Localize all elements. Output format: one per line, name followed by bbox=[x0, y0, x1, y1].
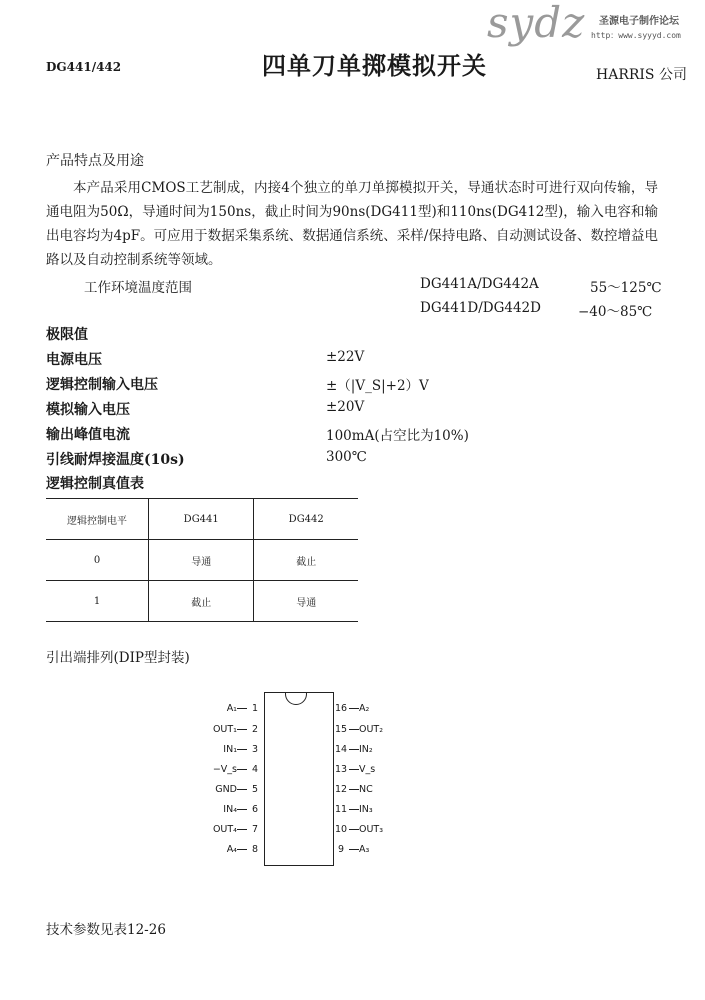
footer-note: 技术参数见表12-26 bbox=[46, 922, 166, 938]
column-header: DG442 bbox=[254, 499, 358, 540]
limit-value-solder: 300℃ bbox=[326, 449, 367, 465]
column-header: 逻辑控制电平 bbox=[46, 499, 149, 540]
watermark-logo: sydz bbox=[487, 0, 586, 47]
watermark bbox=[483, 2, 703, 50]
table-cell: 导通 bbox=[149, 540, 254, 581]
limits-heading: 极限值 bbox=[46, 327, 88, 343]
limit-value-analog: ±20V bbox=[326, 399, 365, 415]
watermark-site-name: 圣源电子制作论坛 bbox=[599, 16, 679, 27]
pin-11: 11 IN₃ bbox=[334, 804, 373, 815]
pin-4: −V_s 4 bbox=[212, 764, 259, 775]
limit-label-analog: 模拟输入电压 bbox=[46, 402, 130, 418]
table-cell: 截止 bbox=[149, 581, 254, 622]
pin-6: IN₄ 6 bbox=[223, 804, 259, 815]
pin-8: A₄ 8 bbox=[226, 844, 259, 855]
temp-model-a: DG441A/DG442A bbox=[420, 276, 539, 292]
pin-3: IN₁ 3 bbox=[223, 744, 259, 755]
limit-value-supply: ±22V bbox=[326, 349, 365, 365]
temp-range-label: 工作环境温度范围 bbox=[84, 280, 192, 296]
limit-label-solder: 引线耐焊接温度(10s) bbox=[46, 452, 185, 468]
pin-16: 16 A₂ bbox=[334, 703, 370, 714]
dip-package-body bbox=[264, 692, 334, 866]
table-cell: 1 bbox=[46, 581, 149, 622]
features-heading: 产品特点及用途 bbox=[46, 153, 144, 169]
features-paragraph: 本产品采用CMOS工艺制成，内接4个独立的单刀单掷模拟开关，导通状态时可进行双向传输，导通电阻为50Ω，导通时间为150ns，截止时间为90ns(DG411型)和110ns(DG412型)，输入电容和输出电容均为4pF。可应用于数据采集系统、数据通信系统、采样/保持电路、自动测试设备、数控增益电路以及自动控制系统等领域。 bbox=[46, 180, 658, 268]
pin-14: 14 IN₂ bbox=[334, 744, 373, 755]
limit-label-current: 输出峰值电流 bbox=[46, 427, 130, 443]
pin-15: 15 OUT₂ bbox=[334, 724, 384, 735]
table-cell: 0 bbox=[46, 540, 149, 581]
pin-10: 10 OUT₃ bbox=[334, 824, 384, 835]
temp-range-d: −40～85℃ bbox=[578, 304, 653, 320]
temp-model-d: DG441D/DG442D bbox=[420, 300, 541, 316]
manufacturer: HARRIS 公司 bbox=[596, 67, 687, 83]
pin-5: GND 5 bbox=[215, 784, 259, 795]
temp-range-a: 55～125℃ bbox=[590, 280, 662, 296]
pin-9: 9 A₃ bbox=[337, 844, 370, 855]
limit-value-current: 100mA(占空比为10%) bbox=[326, 428, 469, 444]
watermark-url: http：www.syyyd.com bbox=[591, 31, 681, 40]
pin1-notch bbox=[285, 683, 307, 705]
pin-13: 13 V_s bbox=[334, 764, 376, 775]
table-row bbox=[46, 581, 358, 622]
pinout-heading: 引出端排列(DIP型封装) bbox=[46, 650, 190, 666]
table-header-row bbox=[46, 499, 358, 540]
table-cell: 截止 bbox=[254, 540, 358, 581]
part-number: DG441/442 bbox=[46, 60, 122, 74]
pin-2: OUT₁ 2 bbox=[212, 724, 259, 735]
truth-table-heading: 逻辑控制真值表 bbox=[46, 476, 144, 492]
pin-7: OUT₄ 7 bbox=[212, 824, 259, 835]
table-row bbox=[46, 540, 358, 581]
column-header: DG441 bbox=[149, 499, 254, 540]
pin-1: A₁ 1 bbox=[226, 703, 259, 714]
limit-label-supply: 电源电压 bbox=[46, 352, 102, 368]
limit-label-logic: 逻辑控制输入电压 bbox=[46, 377, 158, 393]
page-title: 四单刀单掷模拟开关 bbox=[262, 51, 487, 80]
truth-table bbox=[46, 498, 358, 622]
limit-value-logic: ±（|V_S|+2）V bbox=[326, 378, 429, 394]
pin-12: 12 NC bbox=[334, 784, 373, 795]
table-cell: 导通 bbox=[254, 581, 358, 622]
